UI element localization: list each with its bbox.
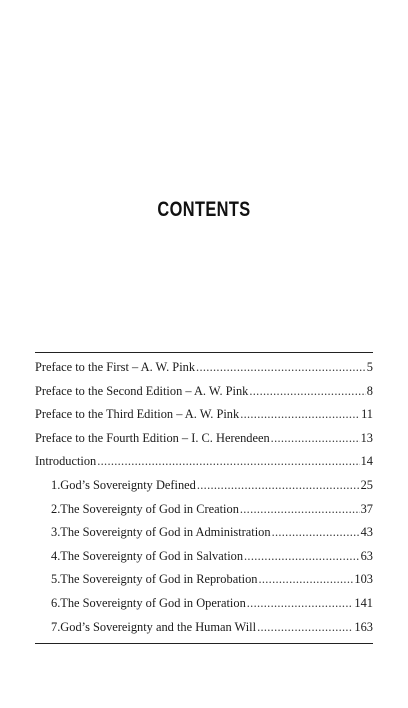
toc-entry-chapter-5[interactable] [35,568,373,592]
bottom-rule [35,643,373,644]
dot-leader [196,356,366,380]
page-title: CONTENTS [157,198,251,221]
toc-entry-introduction[interactable] [35,450,373,474]
toc-entry-page: 13 [360,430,373,445]
toc-chapter-number: 6. [51,595,61,610]
dot-leader [271,427,360,451]
dot-leader [272,521,360,545]
toc-entry-page: 43 [360,525,373,540]
toc-entry-title: The Sovereignty of God in Operation [60,595,246,610]
toc-entry-title: The Sovereignty of God in Administration [60,525,271,540]
toc-entry-title: The Sovereignty of God in Creation [60,501,239,516]
toc-entry-page: 63 [360,548,373,563]
dot-leader [258,568,353,592]
toc-entry-page: 14 [360,454,373,469]
toc-entry-title: Preface to the Fourth Edition – I. C. Herendeen [35,430,270,445]
toc-entry-preface-fourth[interactable] [35,427,373,451]
toc-entry-page: 103 [354,572,373,587]
dot-leader [257,616,353,640]
toc-entry-page: 37 [360,501,373,516]
dot-leader [249,380,365,404]
toc-entry-page: 25 [360,477,373,492]
toc-entry-preface-second[interactable] [35,380,373,404]
toc-entry-chapter-1[interactable] [35,474,373,498]
toc-chapter-number: 4. [51,548,61,563]
table-of-contents [35,352,373,644]
dot-leader [247,592,354,616]
dot-leader [240,498,360,522]
dot-leader [240,403,360,427]
dot-leader [197,474,360,498]
toc-entry-title: Preface to the Third Edition – A. W. Pink [35,407,240,422]
toc-entry-page: 5 [366,360,373,374]
toc-entry-chapter-4[interactable] [35,545,373,569]
toc-entry-title: The Sovereignty of God in Reprobation [60,572,258,587]
toc-entry-chapter-7[interactable] [35,616,373,640]
toc-entry-page: 11 [361,407,373,422]
toc-entry-title: The Sovereignty of God in Salvation [60,548,244,563]
toc-entry-chapter-3[interactable] [35,521,373,545]
toc-entry-chapter-6[interactable] [35,592,373,616]
toc-chapter-number: 1. [51,477,61,492]
toc-entry-preface-first[interactable] [35,356,373,380]
toc-entry-title: Introduction [35,454,97,469]
toc-entry-page: 163 [354,619,373,634]
toc-entry-page: 8 [366,383,373,398]
toc-entry-title: God’s Sovereignty Defined [60,477,196,492]
toc-entry-title: Preface to the First – A. W. Pink [35,360,196,374]
toc-entry-chapter-2[interactable] [35,498,373,522]
toc-entry-title: God’s Sovereignty and the Human Will [60,619,257,634]
toc-entry-page: 141 [354,595,373,610]
toc-chapter-number: 2. [51,501,61,516]
dot-leader [244,545,360,569]
toc-entry-preface-third[interactable] [35,403,373,427]
dot-leader [97,450,359,474]
toc-chapter-number: 5. [51,572,61,587]
toc-entry-title: Preface to the Second Edition – A. W. Pink [35,383,249,398]
toc-chapter-number: 7. [51,619,61,634]
toc-chapter-number: 3. [51,525,61,540]
